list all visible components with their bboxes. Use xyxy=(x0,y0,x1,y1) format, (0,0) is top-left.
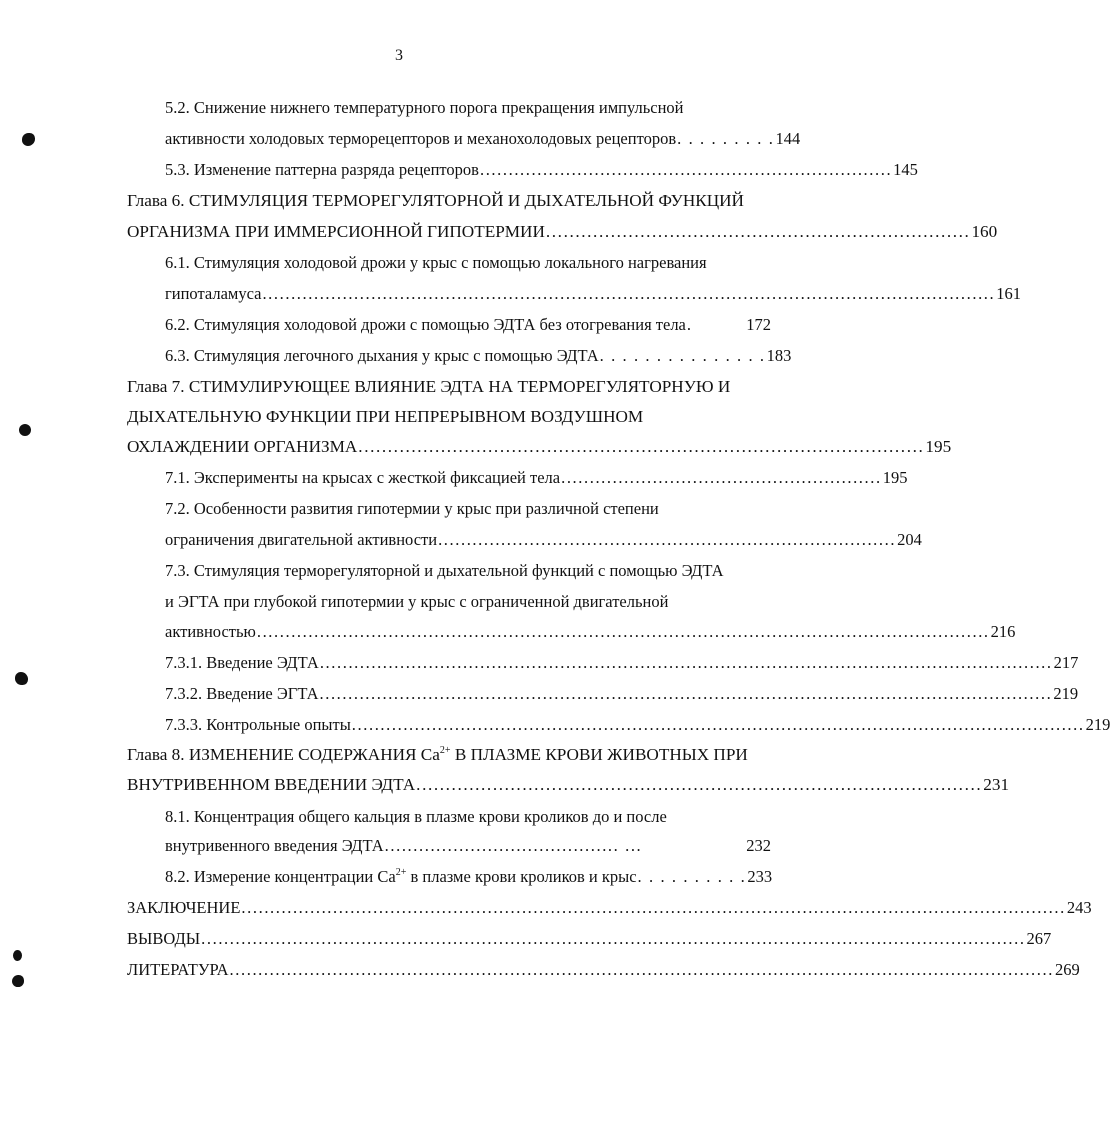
leader-dots: ................................................................................................................................ xyxy=(319,653,1053,672)
leader-dots: ................................................................................................ xyxy=(358,437,925,456)
toc-page-number: 160 xyxy=(971,222,998,241)
toc-page-number: 219 xyxy=(1085,715,1110,734)
toc-entry-7-3-cont2 xyxy=(165,620,1016,644)
toc-entry-title: ЛИТЕРАТУРА xyxy=(127,960,229,979)
toc-chapter-7 xyxy=(127,375,730,399)
toc-page-number: 243 xyxy=(1066,898,1092,917)
toc-entry-8-2 xyxy=(165,865,773,889)
toc-entry-title: 7.3.2. Введение ЭГТА xyxy=(165,684,319,703)
toc-page-number: 232 xyxy=(746,836,771,855)
toc-entry-title: 8.2. Измерение концентрации $Ca^{2+}$ в плазме крови кроликов и крыс xyxy=(165,867,637,886)
toc-chapter-6-cont xyxy=(127,220,998,244)
toc-entry-title: гипоталамуса xyxy=(165,284,262,303)
toc-page-number: 144 xyxy=(775,129,801,148)
toc-entry-7-3-1 xyxy=(165,651,1079,675)
toc-page-number: 161 xyxy=(996,284,1022,303)
toc-entry-7-2-cont xyxy=(165,528,922,552)
toc-page-number: 233 xyxy=(747,867,773,886)
toc-entry-5-3 xyxy=(165,158,918,182)
toc-chapter-title: ОРГАНИЗМА ПРИ ИММЕРСИОННОЙ ГИПОТЕРМИИ xyxy=(127,222,545,241)
toc-references xyxy=(127,958,1080,982)
toc-entry-title: ЗАКЛЮЧЕНИЕ xyxy=(127,898,241,917)
leader-dots: ........................................................................ xyxy=(545,222,971,241)
toc-entry-title: ВЫВОДЫ xyxy=(127,929,201,948)
toc-entry-6-1 xyxy=(165,251,707,275)
toc-page-number: 217 xyxy=(1053,653,1079,672)
toc-entry-title: 6.2. Стимуляция холодовой дрожи с помощью ЭДТА без отогревания тела xyxy=(165,315,686,334)
leader-dots: ................................................................................................................................................ xyxy=(201,929,1026,948)
leader-dots: . . . . . . . . . . xyxy=(637,867,747,886)
leader-dots: ................................................................................................................................................ xyxy=(241,898,1066,917)
toc-entry-5-2-cont xyxy=(165,127,801,151)
toc-entry-5-2 xyxy=(165,96,684,120)
leader-dots: . xyxy=(686,315,691,334)
toc-entry-7-3 xyxy=(165,559,724,583)
toc-entry-8-1 xyxy=(165,805,667,829)
toc-chapter-title: ДЫХАТЕЛЬНУЮ ФУНКЦИИ ПРИ НЕПРЕРЫВНОМ ВОЗДУШНОМ xyxy=(127,407,644,426)
leader-dots: ................................................................................................................................ xyxy=(262,284,996,303)
toc-page-number: 183 xyxy=(766,346,792,365)
binding-hole-mark xyxy=(12,975,24,987)
binding-hole-mark xyxy=(13,950,22,961)
toc-page-number: 269 xyxy=(1054,960,1080,979)
toc-entry-6-2 xyxy=(165,313,771,337)
toc-entry-title: и ЭГТА при глубокой гипотермии у крыс с ограниченной двигательной xyxy=(165,592,669,611)
toc-page-number: 145 xyxy=(893,160,918,179)
toc-page-number: 172 xyxy=(746,315,771,334)
leader-dots: . . . . . . . . . . . . . . . xyxy=(599,346,766,365)
toc-chapter-7-cont2 xyxy=(127,435,952,459)
toc-page-number: 267 xyxy=(1026,929,1052,948)
binding-hole-mark xyxy=(19,424,31,436)
toc-entry-7-1 xyxy=(165,466,908,490)
toc-chapter-6 xyxy=(127,189,744,213)
toc-findings xyxy=(127,927,1052,951)
leader-dots: ................................................................................................................................ xyxy=(256,622,990,641)
toc-chapter-title: ВНУТРИВЕННОМ ВВЕДЕНИИ ЭДТА xyxy=(127,775,416,794)
toc-entry-title: 7.3.1. Введение ЭДТА xyxy=(165,653,319,672)
binding-hole-mark xyxy=(15,672,28,685)
leader-dots: ................................................................................................ xyxy=(416,775,983,794)
toc-entry-6-3 xyxy=(165,344,792,368)
toc-chapter-title: ОХЛАЖДЕНИИ ОРГАНИЗМА xyxy=(127,437,358,456)
toc-entry-7-2 xyxy=(165,497,659,521)
toc-entry-title: 7.3.3. Контрольные опыты xyxy=(165,715,351,734)
toc-entry-title: 7.2. Особенности развития гипотермии у крыс при различной степени xyxy=(165,499,659,518)
toc-page-number: 219 xyxy=(1053,684,1079,703)
toc-page-number: 204 xyxy=(897,530,922,549)
toc-entry-6-1-cont xyxy=(165,282,1022,306)
leader-dots: . . . . . . . . . xyxy=(677,129,775,148)
leader-dots: ......................................... ... xyxy=(384,836,643,855)
toc-page-number: 231 xyxy=(983,775,1010,794)
toc-entry-title: 5.3. Изменение паттерна разряда рецепторов xyxy=(165,160,479,179)
leader-dots: ........................................................................ xyxy=(479,160,893,179)
toc-entry-7-3-2 xyxy=(165,682,1079,706)
toc-entry-title: внутривенного введения ЭДТА xyxy=(165,836,384,855)
toc-page-number: 216 xyxy=(990,622,1016,641)
toc-chapter-title: Глава 8. ИЗМЕНЕНИЕ СОДЕРЖАНИЯ $Ca^{2+}$ В ПЛАЗМЕ КРОВИ ЖИВОТНЫХ ПРИ xyxy=(127,745,748,764)
toc-conclusion xyxy=(127,896,1092,920)
leader-dots: ................................................................................................................................ xyxy=(319,684,1053,703)
toc-entry-title: активностью xyxy=(165,622,256,641)
leader-dots: ........................................................ xyxy=(561,468,882,487)
toc-entry-title: 8.1. Концентрация общего кальция в плазме крови кроликов до и после xyxy=(165,807,667,826)
leader-dots: ................................................................................................................................................ xyxy=(229,960,1054,979)
toc-page-number: 195 xyxy=(882,468,908,487)
toc-entry-8-1-cont xyxy=(165,834,771,858)
toc-chapter-title: Глава 6. СТИМУЛЯЦИЯ ТЕРМОРЕГУЛЯТОРНОЙ И ДЫХАТЕЛЬНОЙ ФУНКЦИЙ xyxy=(127,191,744,210)
toc-entry-title: 6.1. Стимуляция холодовой дрожи у крыс с помощью локального нагревания xyxy=(165,253,707,272)
toc-entry-title: активности холодовых терморецепторов и механохолодовых рецепторов xyxy=(165,129,677,148)
toc-entry-title: ограничения двигательной активности xyxy=(165,530,438,549)
toc-entry-title: 7.3. Стимуляция терморегуляторной и дыхательной функций с помощью ЭДТА xyxy=(165,561,724,580)
toc-chapter-8-cont xyxy=(127,773,1010,797)
toc-chapter-title: Глава 7. СТИМУЛИРУЮЩЕЕ ВЛИЯНИЕ ЭДТА НА ТЕРМОРЕГУЛЯТОРНУЮ И xyxy=(127,377,731,396)
leader-dots: ................................................................................................................................ xyxy=(351,715,1085,734)
toc-page-number: 195 xyxy=(925,437,952,456)
page-number: 3 xyxy=(395,47,403,64)
toc-entry-7-3-cont xyxy=(165,590,668,614)
toc-chapter-8 xyxy=(127,743,748,767)
toc-entry-title: 6.3. Стимуляция легочного дыхания у крыс с помощью ЭДТА xyxy=(165,346,599,365)
toc-entry-7-3-3 xyxy=(165,713,1110,737)
leader-dots: ................................................................................ xyxy=(438,530,897,549)
toc-entry-title: 5.2. Снижение нижнего температурного порога прекращения импульсной xyxy=(165,98,684,117)
toc-chapter-7-cont xyxy=(127,405,643,429)
toc-entry-title: 7.1. Эксперименты на крысах с жесткой фиксацией тела xyxy=(165,468,561,487)
